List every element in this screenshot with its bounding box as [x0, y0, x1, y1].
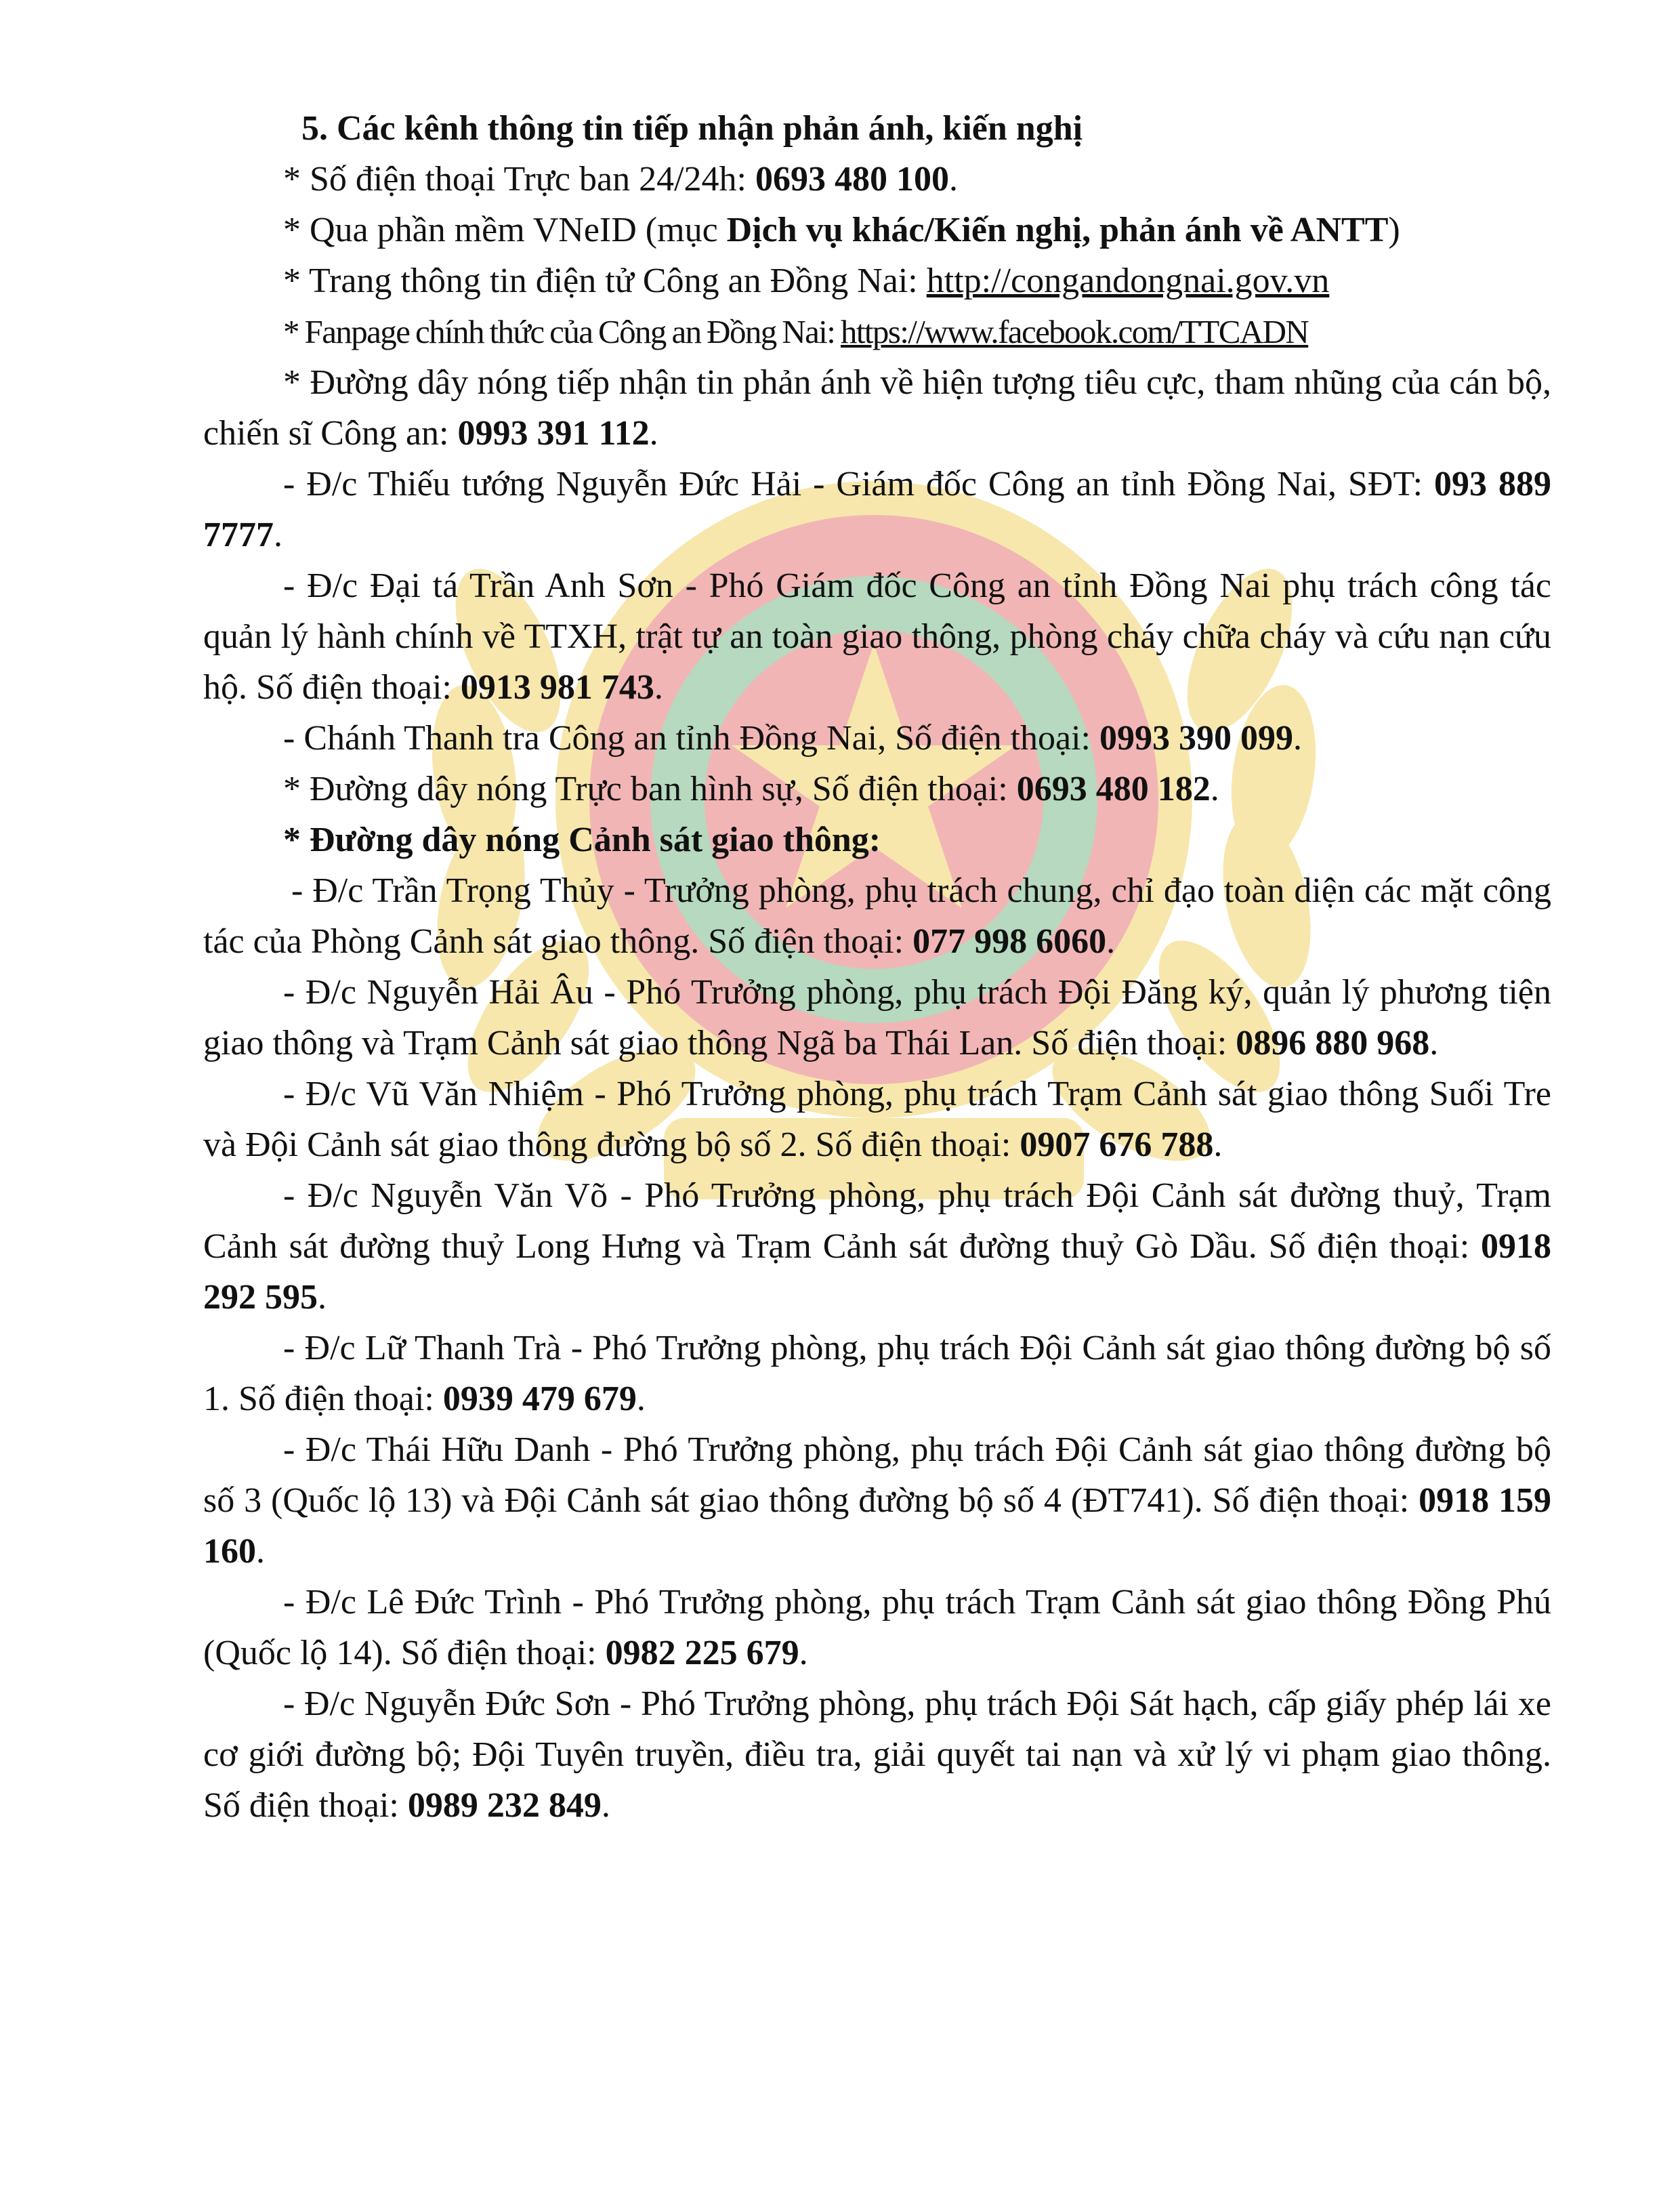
deputy-director-contact: - Đ/c Đại tá Trần Anh Sơn - Phó Giám đốc Công an tỉnh Đồng Nai phụ trách công tác quản lý hành chính về TTXH, trật tự an toàn giao thông, phòng cháy chữa cháy và cứu nạn cứu hộ. Số điện thoại: 0913 981 743.	[203, 566, 1551, 707]
traffic-police-heading: * Đường dây nóng Cảnh sát giao thông:	[283, 821, 881, 859]
vneid-channel: * Qua phần mềm VNeID (mục Dịch vụ khác/Kiến nghị, phản ánh về ANTT)	[283, 211, 1400, 249]
traffic-contact: - Đ/c Lê Đức Trình - Phó Trưởng phòng, phụ trách Trạm Cảnh sát giao thông Đồng Phú (Quốc lộ 14). Số điện thoại: 0982 225 679.	[203, 1583, 1551, 1672]
traffic-contact: - Đ/c Lữ Thanh Trà - Phó Trưởng phòng, phụ trách Đội Cảnh sát giao thông đường bộ số 1. Số điện thoại: 0939 479 679.	[203, 1329, 1551, 1418]
website-link[interactable]: http://congandongnai.gov.vn	[926, 262, 1330, 300]
traffic-contact: - Đ/c Nguyễn Hải Âu - Phó Trưởng phòng, phụ trách Đội Đăng ký, quản lý phương tiện giao thông và Trạm Cảnh sát giao thông Ngã ba Thái Lan. Số điện thoại: 0896 880 968.	[203, 973, 1551, 1062]
traffic-contact: - Đ/c Nguyễn Đức Sơn - Phó Trưởng phòng, phụ trách Đội Sát hạch, cấp giấy phép lái xe cơ giới đường bộ; Đội Tuyên truyền, điều tra, giải quyết tai nạn và xử lý vi phạm giao thông. Số điện thoại: 0989 232 849.	[203, 1685, 1551, 1825]
fanpage-link[interactable]: https://www.facebook.com/TTCADN	[840, 313, 1309, 350]
director-contact: - Đ/c Thiếu tướng Nguyễn Đức Hải - Giám đốc Công an tỉnh Đồng Nai, SĐT: 093 889 7777.	[203, 465, 1552, 554]
hotline-24h: * Số điện thoại Trực ban 24/24h: 0693 480 100.	[283, 160, 958, 199]
traffic-contact: - Đ/c Nguyễn Văn Võ - Phó Trưởng phòng, phụ trách Đội Cảnh sát đường thuỷ, Trạm Cảnh sát đường thuỷ Long Hưng và Trạm Cảnh sát đường thuỷ Gò Dầu. Số điện thoại: 0918 292 595.	[203, 1176, 1551, 1317]
website-channel: * Trang thông tin điện tử Công an Đồng Nai: http://congandongnai.gov.vn	[283, 262, 1330, 300]
criminal-hotline: * Đường dây nóng Trực ban hình sự, Số điện thoại: 0693 480 182.	[283, 770, 1219, 808]
document-page	[203, 103, 1551, 1831]
traffic-contact: - Đ/c Vũ Văn Nhiệm - Phó Trưởng phòng, phụ trách Trạm Cảnh sát giao thông Suối Tre và Đội Cảnh sát giao thông đường bộ số 2. Số điện thoại: 0907 676 788.	[203, 1075, 1551, 1164]
fanpage-channel: * Fanpage chính thức của Công an Đồng Nai: https://www.facebook.com/TTCADN	[283, 313, 1309, 350]
inspector-contact: - Chánh Thanh tra Công an tỉnh Đồng Nai, Số điện thoại: 0993 390 099.	[283, 719, 1302, 758]
traffic-contact: - Đ/c Thái Hữu Danh - Phó Trưởng phòng, phụ trách Đội Cảnh sát giao thông đường bộ số 3 (Quốc lộ 13) và Đội Cảnh sát giao thông đường bộ số 4 (ĐT741). Số điện thoại: 0918 159 160.	[203, 1430, 1551, 1571]
section-heading: 5. Các kênh thông tin tiếp nhận phản ánh, kiến nghị	[301, 109, 1083, 148]
traffic-contact: - Đ/c Trần Trọng Thủy - Trưởng phòng, phụ trách chung, chỉ đạo toàn diện các mặt công tác của Phòng Cảnh sát giao thông. Số điện thoại: 077 998 6060.	[203, 871, 1551, 961]
corruption-hotline: * Đường dây nóng tiếp nhận tin phản ánh về hiện tượng tiêu cực, tham nhũng của cán bộ, chiến sĩ Công an: 0993 391 112.	[203, 363, 1551, 453]
